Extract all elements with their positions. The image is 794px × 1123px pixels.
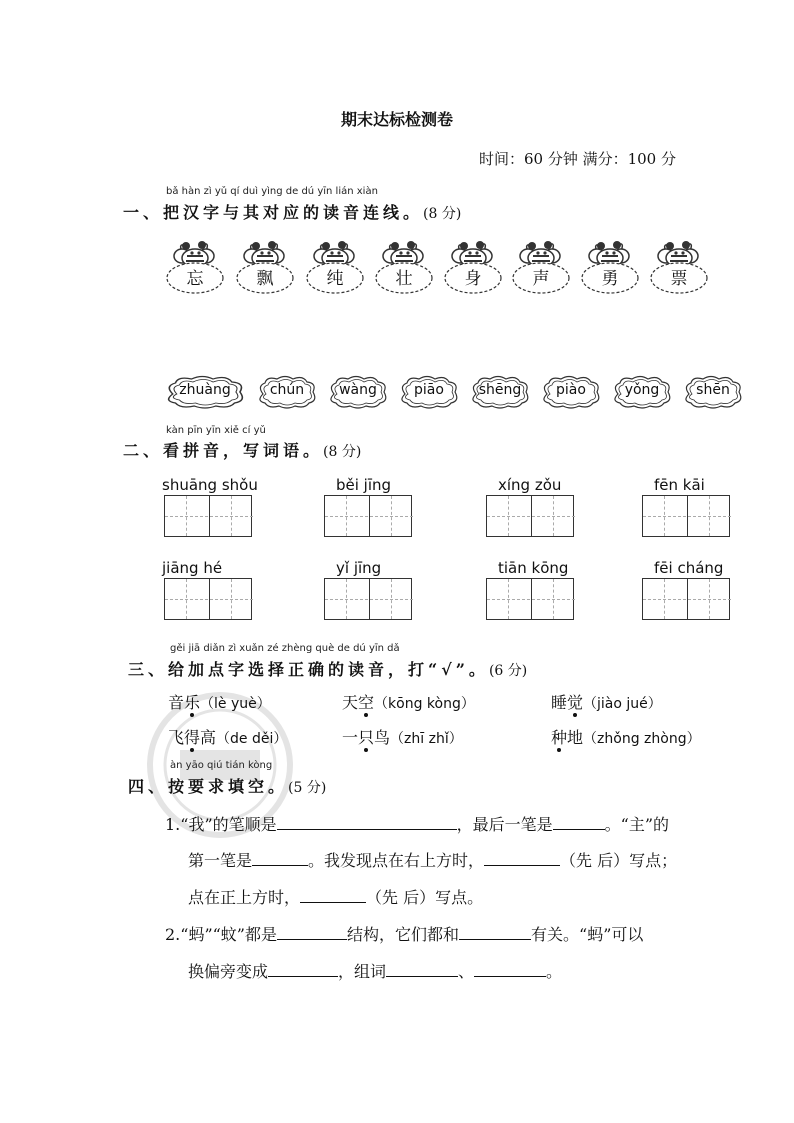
section1-heading [123,200,461,223]
upper-right-order-blank[interactable] [484,851,560,866]
related-blank[interactable] [459,925,531,940]
pinyin-text: wàng [339,382,377,398]
new-radical-blank[interactable] [268,962,338,977]
section3-score: (6 分) [488,663,528,679]
word-prefix: 一 [342,728,359,747]
character-bubble[interactable] [302,236,368,296]
grid-cell[interactable] [531,579,575,619]
section3-pinyin: gěi jiā diǎn zì xuǎn zé zhèng què de dú yīn dǎ [170,643,400,654]
grid-cell[interactable] [165,579,208,619]
pinyin-word-label: yǐ jīng [336,559,382,577]
pinyin-word-label: tiān kōng [498,559,569,577]
pinyin-options[interactable]: （zhǒng zhòng） [583,731,701,747]
section1-label: 一、把汉字与其对应的读音连线。 [123,203,424,222]
tianzige-grid[interactable] [324,578,412,620]
word-prefix: 音 [168,693,185,712]
grid-cell[interactable] [369,496,413,536]
character-text: 飘 [256,269,274,289]
pinyin-word-label: jiāng hé [162,559,223,577]
tianzige-grid[interactable] [486,495,574,537]
pinyin-word-label: běi jīng [336,476,392,494]
structure-blank[interactable] [277,925,347,940]
reading-choice-item[interactable] [168,725,287,748]
grid-cell[interactable] [209,496,253,536]
q4-item1-line2: 第一笔是 。我发现点在右上方时， （先 后）写点； [188,851,678,870]
character-text: 声 [532,269,550,289]
reading-choice-item[interactable] [551,690,662,713]
section4-label: 四、按要求填空。 [128,777,289,796]
tianzige-grid[interactable] [642,495,730,537]
character-bubble[interactable] [371,236,437,296]
pinyin-text: chún [269,382,305,398]
section3-label: 三、给加点字选择正确的读音，打“√”。 [128,660,489,679]
pinyin-word-label: shuāng shǒu [162,476,258,494]
top-center-order-blank[interactable] [300,888,366,903]
section2-score: (8 分) [323,444,362,460]
pinyin-cloud[interactable] [468,374,532,410]
pinyin-options[interactable]: （jiào jué） [583,696,662,712]
pinyin-cloud[interactable] [162,374,248,410]
pinyin-cloud[interactable] [539,374,603,410]
stroke-order-blank[interactable] [277,815,457,830]
tianzige-grid[interactable] [164,578,252,620]
pinyin-text: shēng [478,382,522,398]
pinyin-text: yǒng [624,382,660,398]
grid-cell[interactable] [643,579,686,619]
grid-cell[interactable] [165,496,208,536]
character-bubble[interactable] [162,236,228,296]
tianzige-grid[interactable] [642,578,730,620]
dotted-character: 只 [358,728,375,747]
pinyin-cloud[interactable] [610,374,674,410]
section3-heading [128,657,527,680]
pinyin-options[interactable]: （kōng kòng） [374,696,475,712]
reading-choice-item[interactable] [168,690,271,713]
character-text: 壮 [395,269,413,289]
dotted-character: 种 [551,728,568,747]
pinyin-word-label: fēi cháng [654,559,724,577]
pinyin-options[interactable]: （zhī zhǐ） [390,731,463,747]
character-text: 票 [670,269,688,289]
dotted-character: 乐 [184,693,201,712]
pinyin-word-label: fēn kāi [654,476,705,494]
reading-choice-item[interactable] [342,690,475,713]
last-stroke-blank[interactable] [553,815,605,830]
pinyin-cloud[interactable] [326,374,390,410]
pinyin-options[interactable]: （lè yuè） [200,696,271,712]
q4-item1-line1: 1.“我”的笔顺是 ，最后一笔是 。“主”的 [165,815,670,834]
pinyin-cloud[interactable] [681,374,745,410]
pinyin-options[interactable]: （de děi） [216,731,288,747]
first-stroke-blank[interactable] [252,851,308,866]
pinyin-text: piào [556,382,586,398]
q4-item2-line2: 换偏旁变成 ，组词 、 。 [188,962,563,981]
section2-pinyin: kàn pīn yīn xiě cí yǔ [166,425,266,436]
page-title: 期末达标检测卷 [340,110,453,129]
pinyin-text: zhuàng [179,382,231,398]
grid-cell[interactable] [487,496,530,536]
word-prefix: 飞 [168,728,185,747]
word-prefix: 睡 [551,693,568,712]
word-prefix: 天 [342,693,359,712]
character-text: 忘 [186,269,204,289]
character-bubble[interactable] [232,236,298,296]
dotted-character: 觉 [567,693,584,712]
section2-heading [123,438,361,461]
character-text: 勇 [601,269,619,289]
word-blank-1[interactable] [386,962,458,977]
dotted-character: 空 [358,693,375,712]
section1-pinyin: bǎ hàn zì yǔ qí duì yìng de dú yīn lián xiàn [166,186,378,197]
character-bubble[interactable] [508,236,574,296]
grid-cell[interactable] [325,579,368,619]
pinyin-cloud[interactable] [255,374,319,410]
word-suffix: 鸟 [374,728,391,747]
q4-item1-line3: 点在正上方时， （先 后）写点。 [188,888,484,907]
grid-cell[interactable] [687,496,731,536]
word-blank-2[interactable] [474,962,546,977]
grid-cell[interactable] [643,496,686,536]
section4-heading [128,774,326,797]
grid-cell[interactable] [531,496,575,536]
grid-cell[interactable] [487,579,530,619]
tianzige-grid[interactable] [164,495,252,537]
word-suffix: 高 [200,728,217,747]
pinyin-text: shēn [696,382,730,398]
section2-label: 二、看拼音，写词语。 [123,441,324,460]
character-text: 身 [464,269,482,289]
character-text: 纯 [326,269,344,289]
time-score-info: 时间：60 分钟 满分：100 分 [478,150,676,168]
word-suffix: 地 [567,728,584,747]
grid-cell[interactable] [209,579,253,619]
tianzige-grid[interactable] [486,578,574,620]
tianzige-grid[interactable] [324,495,412,537]
q4-item2-line1: 2.“蚂”“蚊”都是 结构，它们都和 有关。“蚂”可以 [165,925,644,944]
reading-choice-item[interactable] [342,725,463,748]
reading-choice-item[interactable] [551,725,701,748]
pinyin-text: piāo [414,382,444,398]
section4-pinyin: àn yāo qiú tián kòng [170,760,273,771]
pinyin-word-label: xíng zǒu [498,476,562,494]
pinyin-cloud[interactable] [397,374,461,410]
character-bubble[interactable] [577,236,643,296]
character-bubble[interactable] [646,236,712,296]
dotted-character: 得 [184,728,201,747]
section4-score: (5 分) [288,780,327,796]
grid-cell[interactable] [325,496,368,536]
section1-score: (8 分) [423,206,462,222]
grid-cell[interactable] [369,579,413,619]
grid-cell[interactable] [687,579,731,619]
character-bubble[interactable] [440,236,506,296]
